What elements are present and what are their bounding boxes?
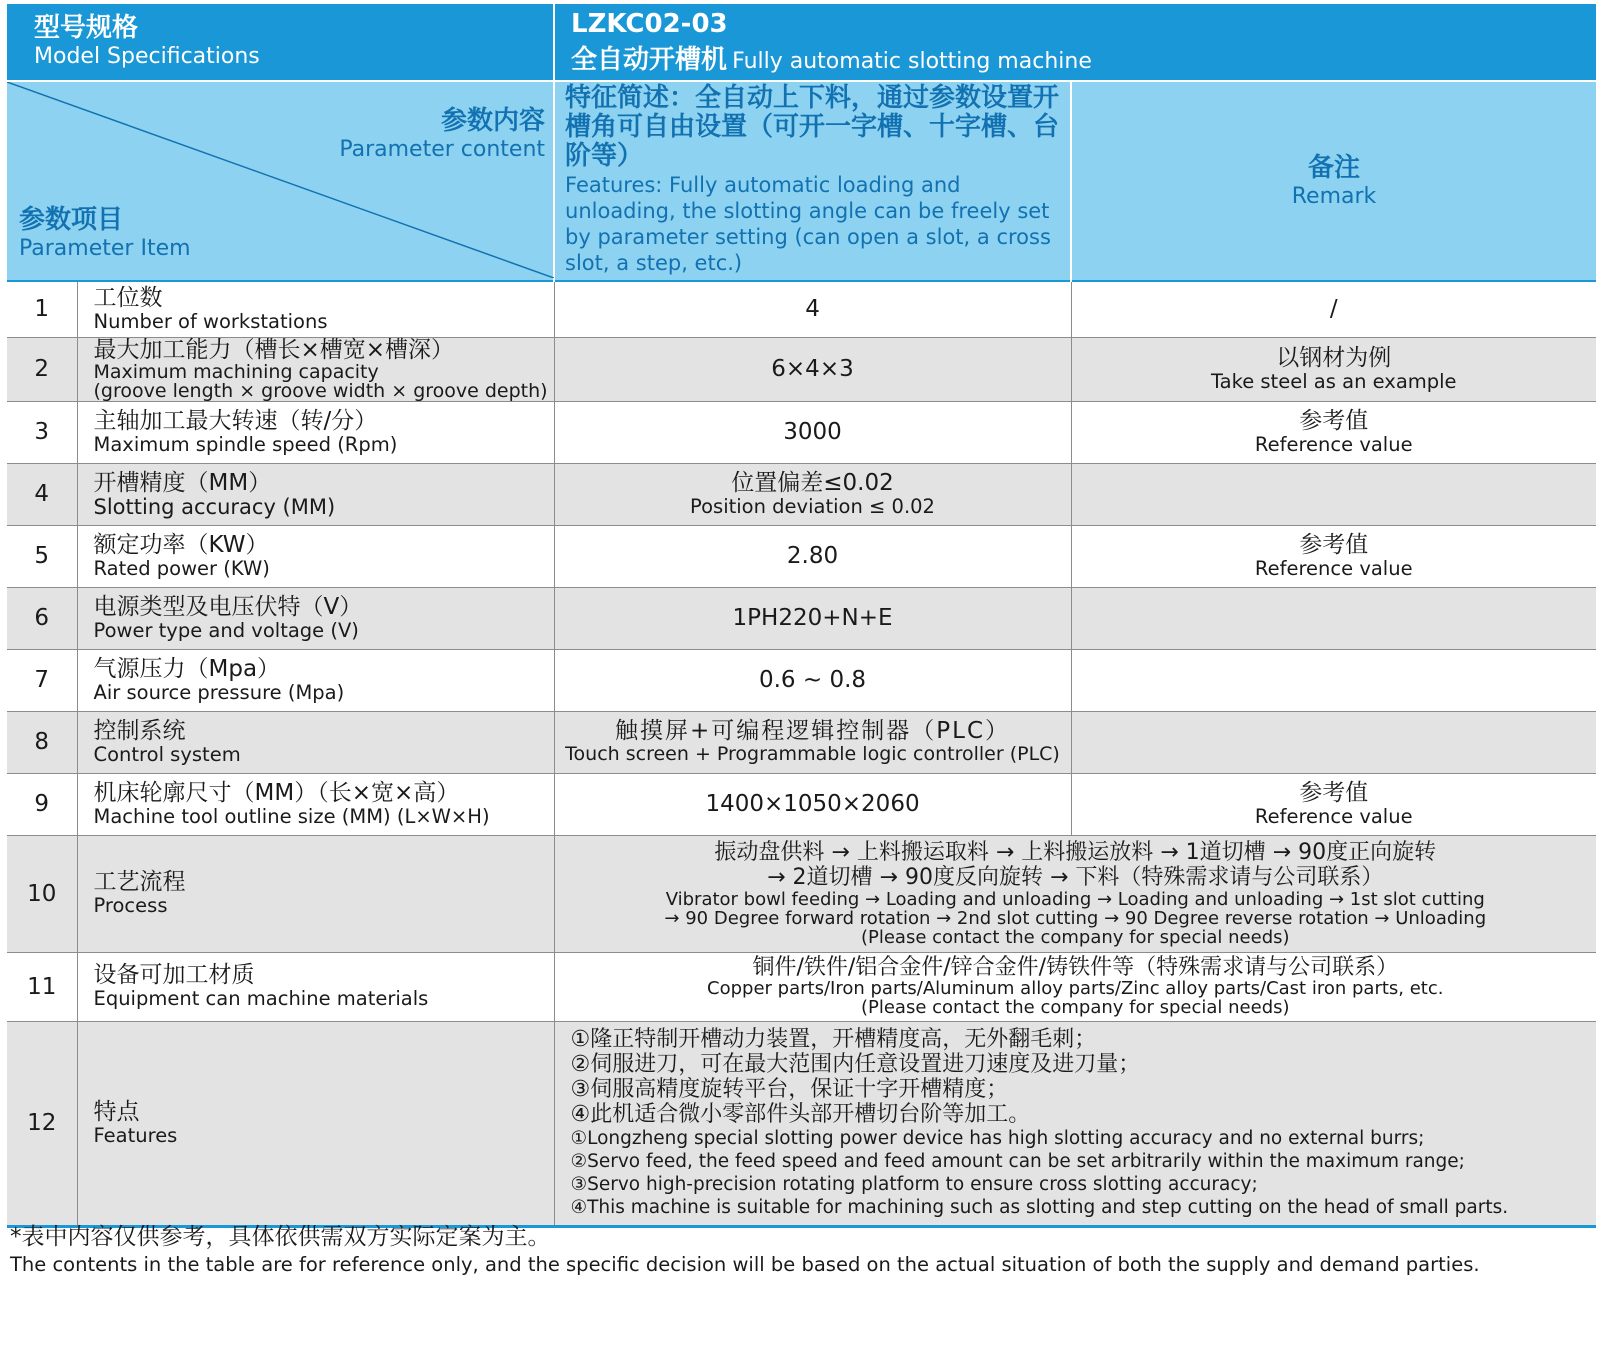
parameter-item-zh: 主轴加工最大转速（转/分）: [93, 407, 378, 434]
parameter-value: [554, 281, 1071, 337]
parameter-item-zh: 工艺流程: [93, 869, 186, 895]
parameter-value: [554, 952, 1596, 1021]
parameter-item-zh: 参数项目: [19, 205, 124, 235]
parameter-value: [554, 463, 1071, 525]
row-number: 7: [7, 649, 77, 711]
remark: [1071, 711, 1596, 773]
model-spec-label-zh: 型号规格: [34, 13, 139, 43]
value-en: Touch screen + Programmable logic controller (PLC): [565, 743, 1060, 765]
parameter-item-zh: 特点: [93, 1098, 140, 1125]
table-row: [7, 649, 1596, 711]
remark-zh: 参考值: [1299, 780, 1369, 806]
features-summary-en: Features: Fully automatic loading and unloading, the slotting angle can be freely set by parameter setting (can open a slot, a cross slot, a step, etc.): [565, 173, 1051, 275]
parameter-item: [77, 525, 554, 587]
remark: [1071, 525, 1596, 587]
parameter-item-en: Parameter Item: [19, 236, 191, 261]
remark: [1071, 401, 1596, 463]
model-title: [554, 4, 1596, 81]
model-code: LZKC02-03: [571, 8, 728, 39]
parameter-item-en: Features: [93, 1123, 178, 1147]
parameter-item-en: Process: [93, 894, 168, 917]
value-text: 6×4×3: [771, 356, 854, 382]
table-row: [7, 525, 1596, 587]
row-number: 3: [7, 401, 77, 463]
parameter-content-header: [339, 106, 545, 163]
features-header: [554, 81, 1071, 281]
row-number: 8: [7, 711, 77, 773]
remark-header: [1071, 81, 1596, 281]
value-text: 1PH220+N+E: [732, 605, 893, 631]
value-text: 3000: [783, 419, 842, 445]
row-number: 12: [7, 1021, 77, 1226]
model-name-zh: 全自动开槽机: [571, 44, 728, 75]
parameter-item-en: Maximum machining capacity (groove length × groove width × groove depth): [93, 360, 548, 402]
table-row: [7, 952, 1596, 1021]
parameter-item: [77, 649, 554, 711]
features-list-zh: ①隆正特制开槽动力装置，开槽精度高，无外翻毛刺； ②伺服进刀，可在最大范围内任意设置进刀速度及进刀量； ③伺服高精度旋转平台，保证十字开槽精度； ④此机适合微小零部件头部开槽切台阶等加工。: [570, 1027, 1141, 1127]
model-spec-label: [7, 4, 554, 81]
parameter-item-en: Equipment can machine materials: [93, 987, 429, 1010]
table-row: [7, 711, 1596, 773]
spec-table: [7, 4, 1596, 1228]
parameter-item-en: Machine tool outline size (MM) (L×W×H): [93, 804, 490, 828]
title-row: [7, 4, 1596, 81]
features-list-en: ①Longzheng special slotting power device has high slotting accuracy and no external burrs; ②Servo feed, the feed speed and feed amount can be set arbitrarily within the maximum range; ③Servo high-precision rotating platform to ensure cross slotting accuracy; ④This machine is suitable for machining such as slotting and step cutting on the head of small parts.: [570, 1128, 1509, 1218]
parameter-item-zh: 气源压力（Mpa）: [93, 655, 281, 682]
table-row: [7, 463, 1596, 525]
remark: [1071, 337, 1596, 401]
parameter-item-en: Air source pressure (Mpa): [93, 680, 345, 704]
parameter-item: [77, 773, 554, 835]
row-number: 2: [7, 337, 77, 401]
row-number: 10: [7, 835, 77, 952]
parameter-item-en: Number of workstations: [93, 309, 328, 333]
parameter-item-zh: 开槽精度（MM）: [93, 469, 272, 496]
row-number: 5: [7, 525, 77, 587]
value-text: 4: [805, 296, 820, 323]
remark: [1071, 649, 1596, 711]
diagonal-header-cell: [7, 81, 554, 281]
parameter-content-zh: 参数内容: [441, 106, 546, 136]
table-row: [7, 587, 1596, 649]
parameter-value: [554, 773, 1071, 835]
spec-sheet: [7, 4, 1596, 1228]
remark-zh: 参考值: [1299, 532, 1369, 558]
remark-header-zh: 备注: [1308, 152, 1361, 183]
parameter-item-en: Maximum spindle speed (Rpm): [93, 432, 398, 456]
features-list: [554, 1021, 1596, 1226]
parameter-item: [77, 463, 554, 525]
remark: [1071, 773, 1596, 835]
table-row: [7, 281, 1596, 337]
parameter-item-en: Slotting accuracy (MM): [93, 494, 336, 519]
remark-en: Reference value: [1254, 433, 1413, 456]
parameter-item-en: Control system: [93, 742, 241, 766]
parameter-item-zh: 设备可加工材质: [93, 962, 255, 988]
parameter-item-zh: 工位数: [93, 284, 163, 311]
parameter-value: [554, 525, 1071, 587]
remark-en: Take steel as an example: [1210, 370, 1457, 393]
parameter-item-en: Power type and voltage (V): [93, 618, 359, 642]
footnote-zh: *表中内容仅供参考，具体依供需双方实际定案为主。: [10, 1224, 551, 1250]
row-number: 4: [7, 463, 77, 525]
value-text: 2.80: [786, 543, 839, 569]
parameter-item: [77, 281, 554, 337]
parameter-item-zh: 电源类型及电压伏特（V）: [93, 593, 363, 620]
model-spec-label-en: Model Specifications: [34, 44, 260, 69]
parameter-item: [77, 835, 554, 952]
row-number: 6: [7, 587, 77, 649]
remark-header-en: Remark: [1291, 183, 1377, 209]
value-en: Copper parts/Iron parts/Aluminum alloy parts/Zinc alloy parts/Cast iron parts, etc. (Please contact the company for special needs): [707, 978, 1444, 1018]
parameter-item: [77, 952, 554, 1021]
parameter-item: [77, 1021, 554, 1226]
remark-zh: /: [1329, 295, 1338, 322]
value-en: Vibrator bowl feeding → Loading and unloading → Loading and unloading → 1st slot cutting → 90 Degree forward rotation → 2nd slot cutting → 90 Degree reverse rotation → Unloading (Please contact the company for special needs): [664, 889, 1487, 948]
parameter-content-en: Parameter content: [339, 137, 546, 162]
parameter-value: [554, 337, 1071, 401]
value-zh: 触摸屏+可编程逻辑控制器（PLC）: [615, 718, 1011, 744]
parameter-item: [77, 711, 554, 773]
row-number: 9: [7, 773, 77, 835]
model-name-en: Fully automatic slotting machine: [732, 48, 1092, 74]
parameter-value: [554, 401, 1071, 463]
table-row: [7, 835, 1596, 952]
features-summary-zh: 特征简述：全自动上下料，通过参数设置开槽角可自由设置（可开一字槽、十字槽、台阶等）: [565, 83, 1060, 171]
table-row: [7, 401, 1596, 463]
parameter-value: [554, 835, 1596, 952]
table-row: [7, 337, 1596, 401]
table-row: [7, 1021, 1596, 1226]
remark-zh: 以钢材为例: [1276, 345, 1392, 371]
value-text: 0.6 ~ 0.8: [758, 667, 867, 693]
remark-en: Reference value: [1254, 557, 1413, 580]
value-zh: 位置偏差≤0.02: [731, 470, 894, 496]
parameter-value: [554, 649, 1071, 711]
footnote: [10, 1222, 1480, 1278]
parameter-item-en: Rated power (KW): [93, 556, 270, 580]
row-number: 1: [7, 281, 77, 337]
remark: [1071, 281, 1596, 337]
parameter-item-zh: 控制系统: [93, 717, 186, 744]
value-zh: 振动盘供料 → 上料搬运取料 → 上料搬运放料 → 1道切槽 → 90度正向旋转 → 2道切槽 → 90度反向旋转 → 下料（特殊需求请与公司联系）: [714, 840, 1437, 890]
parameter-item: [77, 337, 554, 401]
parameter-value: [554, 711, 1071, 773]
remark-zh: 参考值: [1299, 408, 1369, 434]
value-zh: 铜件/铁件/铝合金件/锌合金件/铸铁件等（特殊需求请与公司联系）: [752, 955, 1399, 980]
column-header-row: [7, 81, 1596, 281]
remark: [1071, 463, 1596, 525]
value-en: Position deviation ≤ 0.02: [690, 495, 935, 518]
parameter-item: [77, 587, 554, 649]
remark: [1071, 587, 1596, 649]
parameter-item-zh: 额定功率（KW）: [93, 531, 269, 558]
footnote-en: The contents in the table are for reference only, and the specific decision will be based on the actual situation of both the supply and demand parties.: [10, 1253, 1480, 1276]
remark-en: Reference value: [1254, 805, 1413, 828]
parameter-value: [554, 587, 1071, 649]
table-row: [7, 773, 1596, 835]
parameter-item: [77, 401, 554, 463]
value-text: 1400×1050×2060: [705, 791, 920, 817]
parameter-item-zh: 机床轮廓尺寸（MM）（长×宽×高）: [93, 779, 460, 806]
parameter-item-header: [19, 205, 191, 262]
row-number: 11: [7, 952, 77, 1021]
parameter-item-zh: 最大加工能力（槽长×槽宽×槽深）: [93, 336, 455, 363]
